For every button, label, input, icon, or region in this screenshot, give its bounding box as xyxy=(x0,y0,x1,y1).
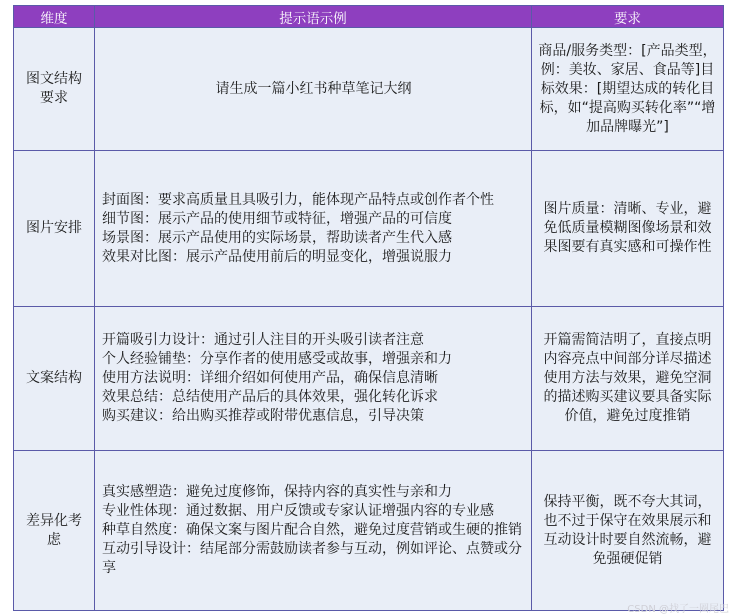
requirement-cell: 商品/服务类型：[产品类型，例：美妆、家居、食品等]目标效果：[期望达成的转化目标，如“提高购买转化率”“增加品牌曝光”] xyxy=(532,28,724,151)
watermark-text: CSDN @找了一圈尾巴 xyxy=(627,604,729,615)
table-row xyxy=(14,451,724,611)
prompt-table xyxy=(13,5,724,611)
header-requirement: 要求 xyxy=(532,6,724,28)
prompt-line: 效果对比图：展示产品使用前后的明显变化，增强说服力 xyxy=(102,248,452,265)
header-row xyxy=(14,6,724,28)
prompt-line: 使用方法说明：详细介绍如何使用产品，确保信息清晰 xyxy=(102,370,438,386)
prompt-line: 效果总结：总结使用产品后的具体效果，强化转化诉求 xyxy=(102,389,438,405)
table-row xyxy=(14,151,724,307)
prompt-cell xyxy=(95,307,532,451)
requirement-cell: 保持平衡，既不夸大其词，也不过于保守在效果展示和互动设计时要自然流畅，避免强硬促销 xyxy=(532,451,724,611)
prompt-line: 专业性体现：通过数据、用户反馈或专家认证增强内容的专业感 xyxy=(102,503,494,519)
requirement-cell: 图片质量：清晰、专业，避免低质量模糊图像场景和效果图要有真实感和可操作性 xyxy=(532,151,724,307)
table-row xyxy=(14,307,724,451)
header-dimension: 维度 xyxy=(14,6,95,28)
requirement-cell: 开篇需简洁明了，直接点明内容亮点中间部分详尽描述使用方法与效果，避免空洞的描述购买建议要具备实际价值，避免过度推销 xyxy=(532,307,724,451)
prompt-line: 购买建议：给出购买推荐或附带优惠信息，引导决策 xyxy=(102,408,424,424)
table-row xyxy=(14,28,724,151)
prompt-line: 封面图：要求高质量且具吸引力，能体现产品特点或创作者个性 xyxy=(102,191,494,208)
prompt-line: 细节图：展示产品的使用细节或特征，增强产品的可信度 xyxy=(102,210,452,227)
prompt-cell xyxy=(95,28,532,151)
prompt-line: 互动引导设计：结尾部分需鼓励读者参与互动，例如评论、点赞或分享 xyxy=(102,541,522,576)
dimension-cell: 图片安排 xyxy=(14,151,95,307)
dimension-cell: 文案结构 xyxy=(14,307,95,451)
prompt-line: 开篇吸引力设计：通过引人注目的开头吸引读者注意 xyxy=(102,332,424,348)
dimension-cell: 图文结构要求 xyxy=(14,28,95,151)
dimension-cell: 差异化考虑 xyxy=(14,451,95,611)
prompt-line: 个人经验铺垫：分享作者的使用感受或故事，增强亲和力 xyxy=(102,351,452,367)
prompt-line: 种草自然度：确保文案与图片配合自然，避免过度营销或生硬的推销 xyxy=(102,522,522,538)
prompt-line: 场景图：展示产品使用的实际场景，帮助读者产生代入感 xyxy=(102,229,452,246)
prompt-line: 真实感塑造：避免过度修饰，保持内容的真实性与亲和力 xyxy=(102,484,452,500)
header-prompt: 提示语示例 xyxy=(95,6,532,28)
prompt-cell xyxy=(95,451,532,611)
prompt-cell xyxy=(95,151,532,307)
prompt-line: 请生成一篇小红书种草笔记大纲 xyxy=(215,80,412,97)
